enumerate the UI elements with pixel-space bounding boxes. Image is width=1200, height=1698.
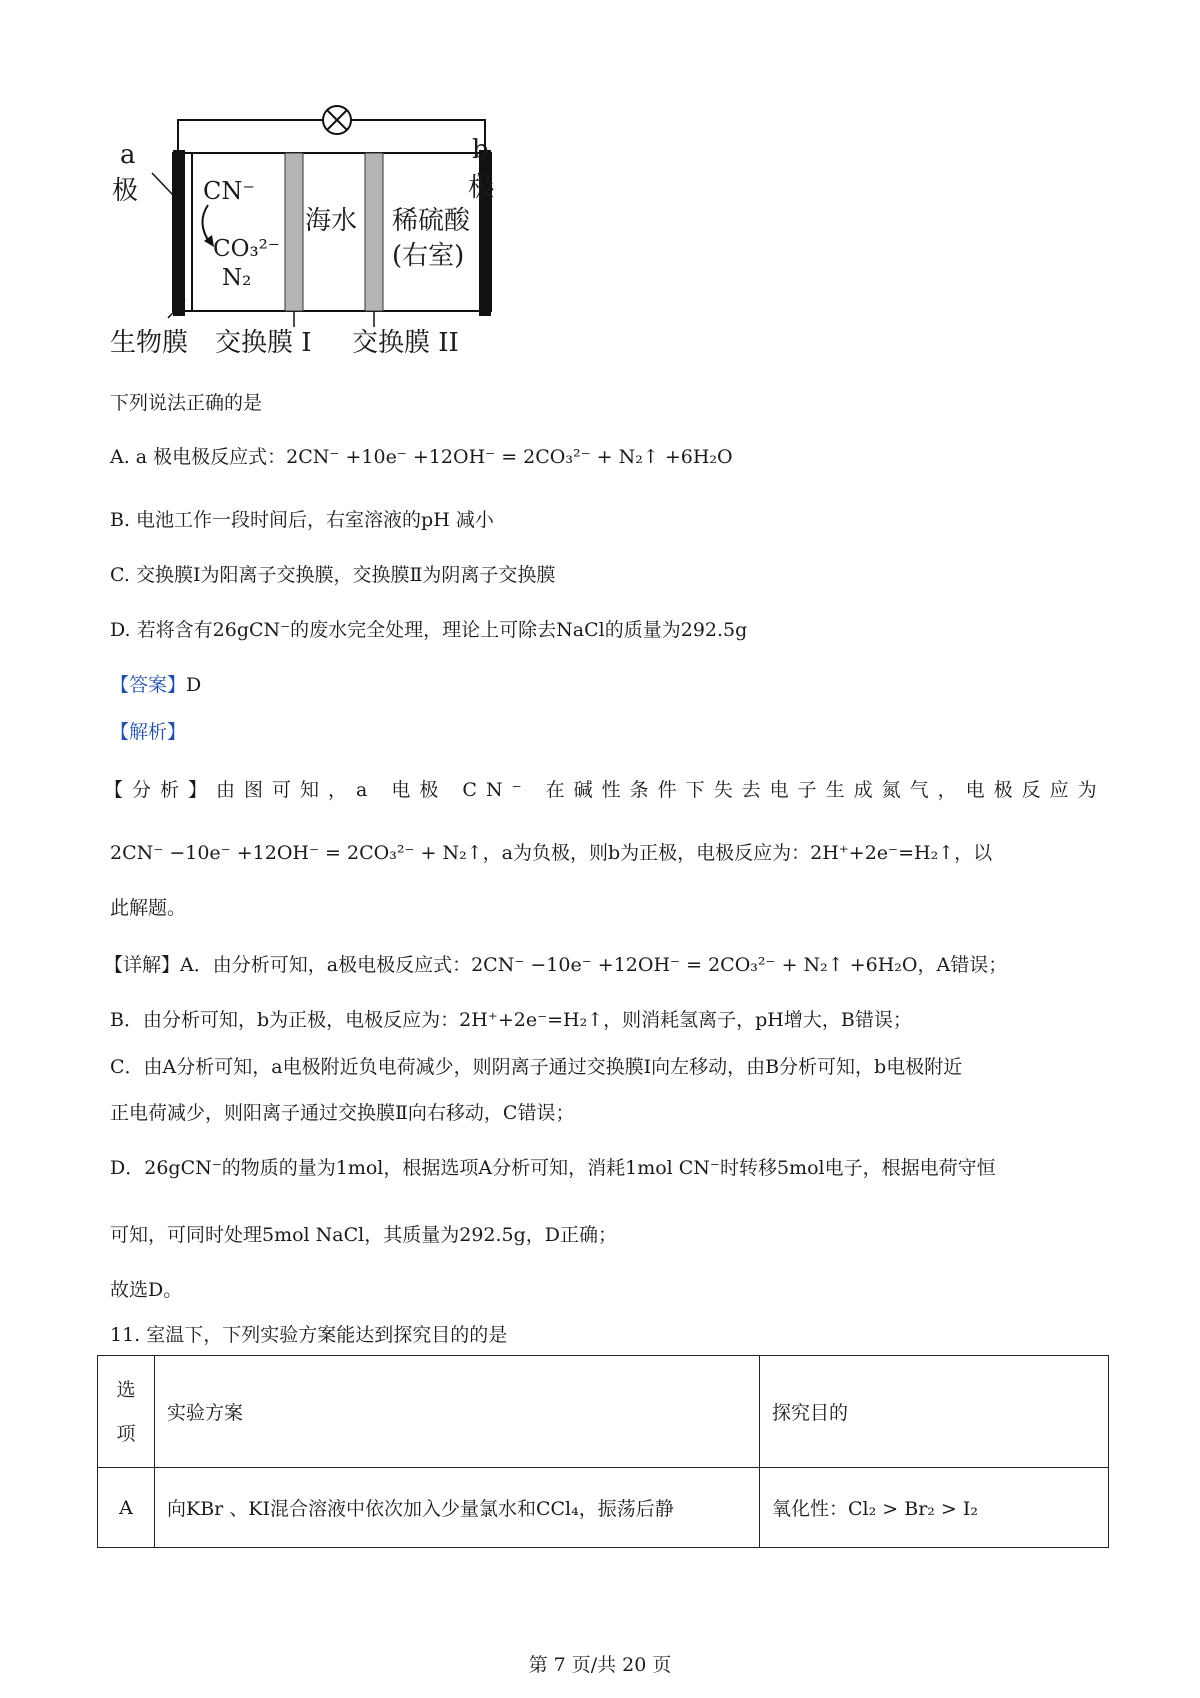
q11-table [97,1355,1109,1548]
analysis-text-1: 由图可知，a 电极 CN⁻ 在碱性条件下失去电子生成氮气，电极反应为 [216,779,1106,801]
detail-b: B．由分析可知，b为正极，电极反应为：2H⁺+2e⁻=H₂↑，则消耗氢离子，pH增大，B错误； [110,1009,912,1031]
header-goal: 探究目的 [760,1356,1109,1468]
option-c-prefix: C. [110,564,136,586]
analysis-label: 【分析】 [104,779,217,801]
option-d-text: 若将含有26gCN⁻的废水完全处理，理论上可除去NaCl的质量为292.5g [136,619,748,641]
bio-membrane-label: 生物膜 [110,328,189,358]
analysis-heading: 【解析】 [110,721,187,743]
row-a-plan: 向KBr 、KI混合溶液中依次加入少量氯水和CCl₄，振荡后静 [155,1468,760,1548]
question-stem: 下列说法正确的是 [110,392,263,414]
option-a-prefix: A. a 极电极反应式： [110,446,287,468]
detail-a [104,950,1007,977]
option-b-text: 电池工作一段时间后，右室溶液的pH 减小 [136,509,494,531]
detail-d2: 可知，可同时处理5mol NaCl，其质量为292.5g，D正确； [110,1224,618,1246]
detail-d1: D．26gCN⁻的物质的量为1mol，根据选项A分析可知，消耗1mol CN⁻时转移5mol电子，根据电荷守恒 [110,1157,996,1179]
row-a-goal: 氧化性：Cl₂ > Br₂ > I₂ [760,1468,1109,1548]
nitrogen-label: N₂ [222,265,252,291]
electrode-a-label-ji: 极 [112,176,139,206]
option-c-text: 交换膜Ⅰ为阳离子交换膜，交换膜Ⅱ为阴离子交换膜 [135,564,556,586]
carbonate-ion-label: CO₃²⁻ [213,236,281,262]
answer-label: 【答案】 [110,674,187,696]
table-row [98,1468,1109,1548]
analysis-text-2: ，a为负极，则b为正极，电极反应为：2H⁺+2e⁻=H₂↑，以 [482,842,993,864]
acid-label: 稀硫酸 [392,206,471,236]
detail-a-text: A．由分析可知，a极电极反应式：2CN⁻ −10e⁻ +12OH⁻ = 2CO₃²⁻ + N₂↑ +6H₂O，A错误； [180,954,1008,976]
membrane-1-label: 交换膜 I [215,328,312,358]
row-a-option: A [98,1468,155,1548]
detail-conclusion: 故选D。 [110,1279,183,1301]
right-chamber-label: (右室) [392,241,465,271]
electrode-a-label: a [120,140,136,170]
electrode-b-label: b [472,135,489,165]
detail-c2: 正电荷减少，则阳离子通过交换膜Ⅱ向右移动，C错误； [110,1102,575,1124]
option-b [110,505,494,532]
page-footer: 第 7 页/共 20 页 [528,1654,672,1676]
q11-stem: 11. 室温下，下列实验方案能达到探究目的的是 [110,1324,508,1346]
analysis-line-3: 此解题。 [110,897,187,919]
cyanide-ion-label: CN⁻ [203,177,256,205]
answer-value: D [186,674,202,696]
option-d-prefix: D. [110,619,137,641]
option-a-formula: 2CN⁻ +10e⁻ +12OH⁻ = 2CO₃²⁻ + N₂↑ +6H₂O [286,446,733,468]
option-b-prefix: B. [110,509,137,531]
membrane-2-label: 交换膜 II [352,328,459,358]
option-d [110,615,747,642]
seawater-label: 海水 [305,206,358,236]
analysis-line-1 [104,775,1106,802]
option-c [110,560,555,587]
electrode-b-label-ji: 极 [468,173,495,203]
detail-label: 【详解】 [104,954,181,976]
header-option: 选 项 [98,1356,155,1468]
table-header-row [98,1356,1109,1468]
analysis-line-2 [110,838,992,865]
option-a [110,442,733,469]
header-plan: 实验方案 [155,1356,760,1468]
answer-line [110,670,201,697]
analysis-formula: 2CN⁻ −10e⁻ +12OH⁻ = 2CO₃²⁻ + N₂↑ [110,842,483,864]
detail-c1: C．由A分析可知，a电极附近负电荷减少，则阴离子通过交换膜Ⅰ向左移动，由B分析可知，b电极附近 [110,1056,963,1078]
